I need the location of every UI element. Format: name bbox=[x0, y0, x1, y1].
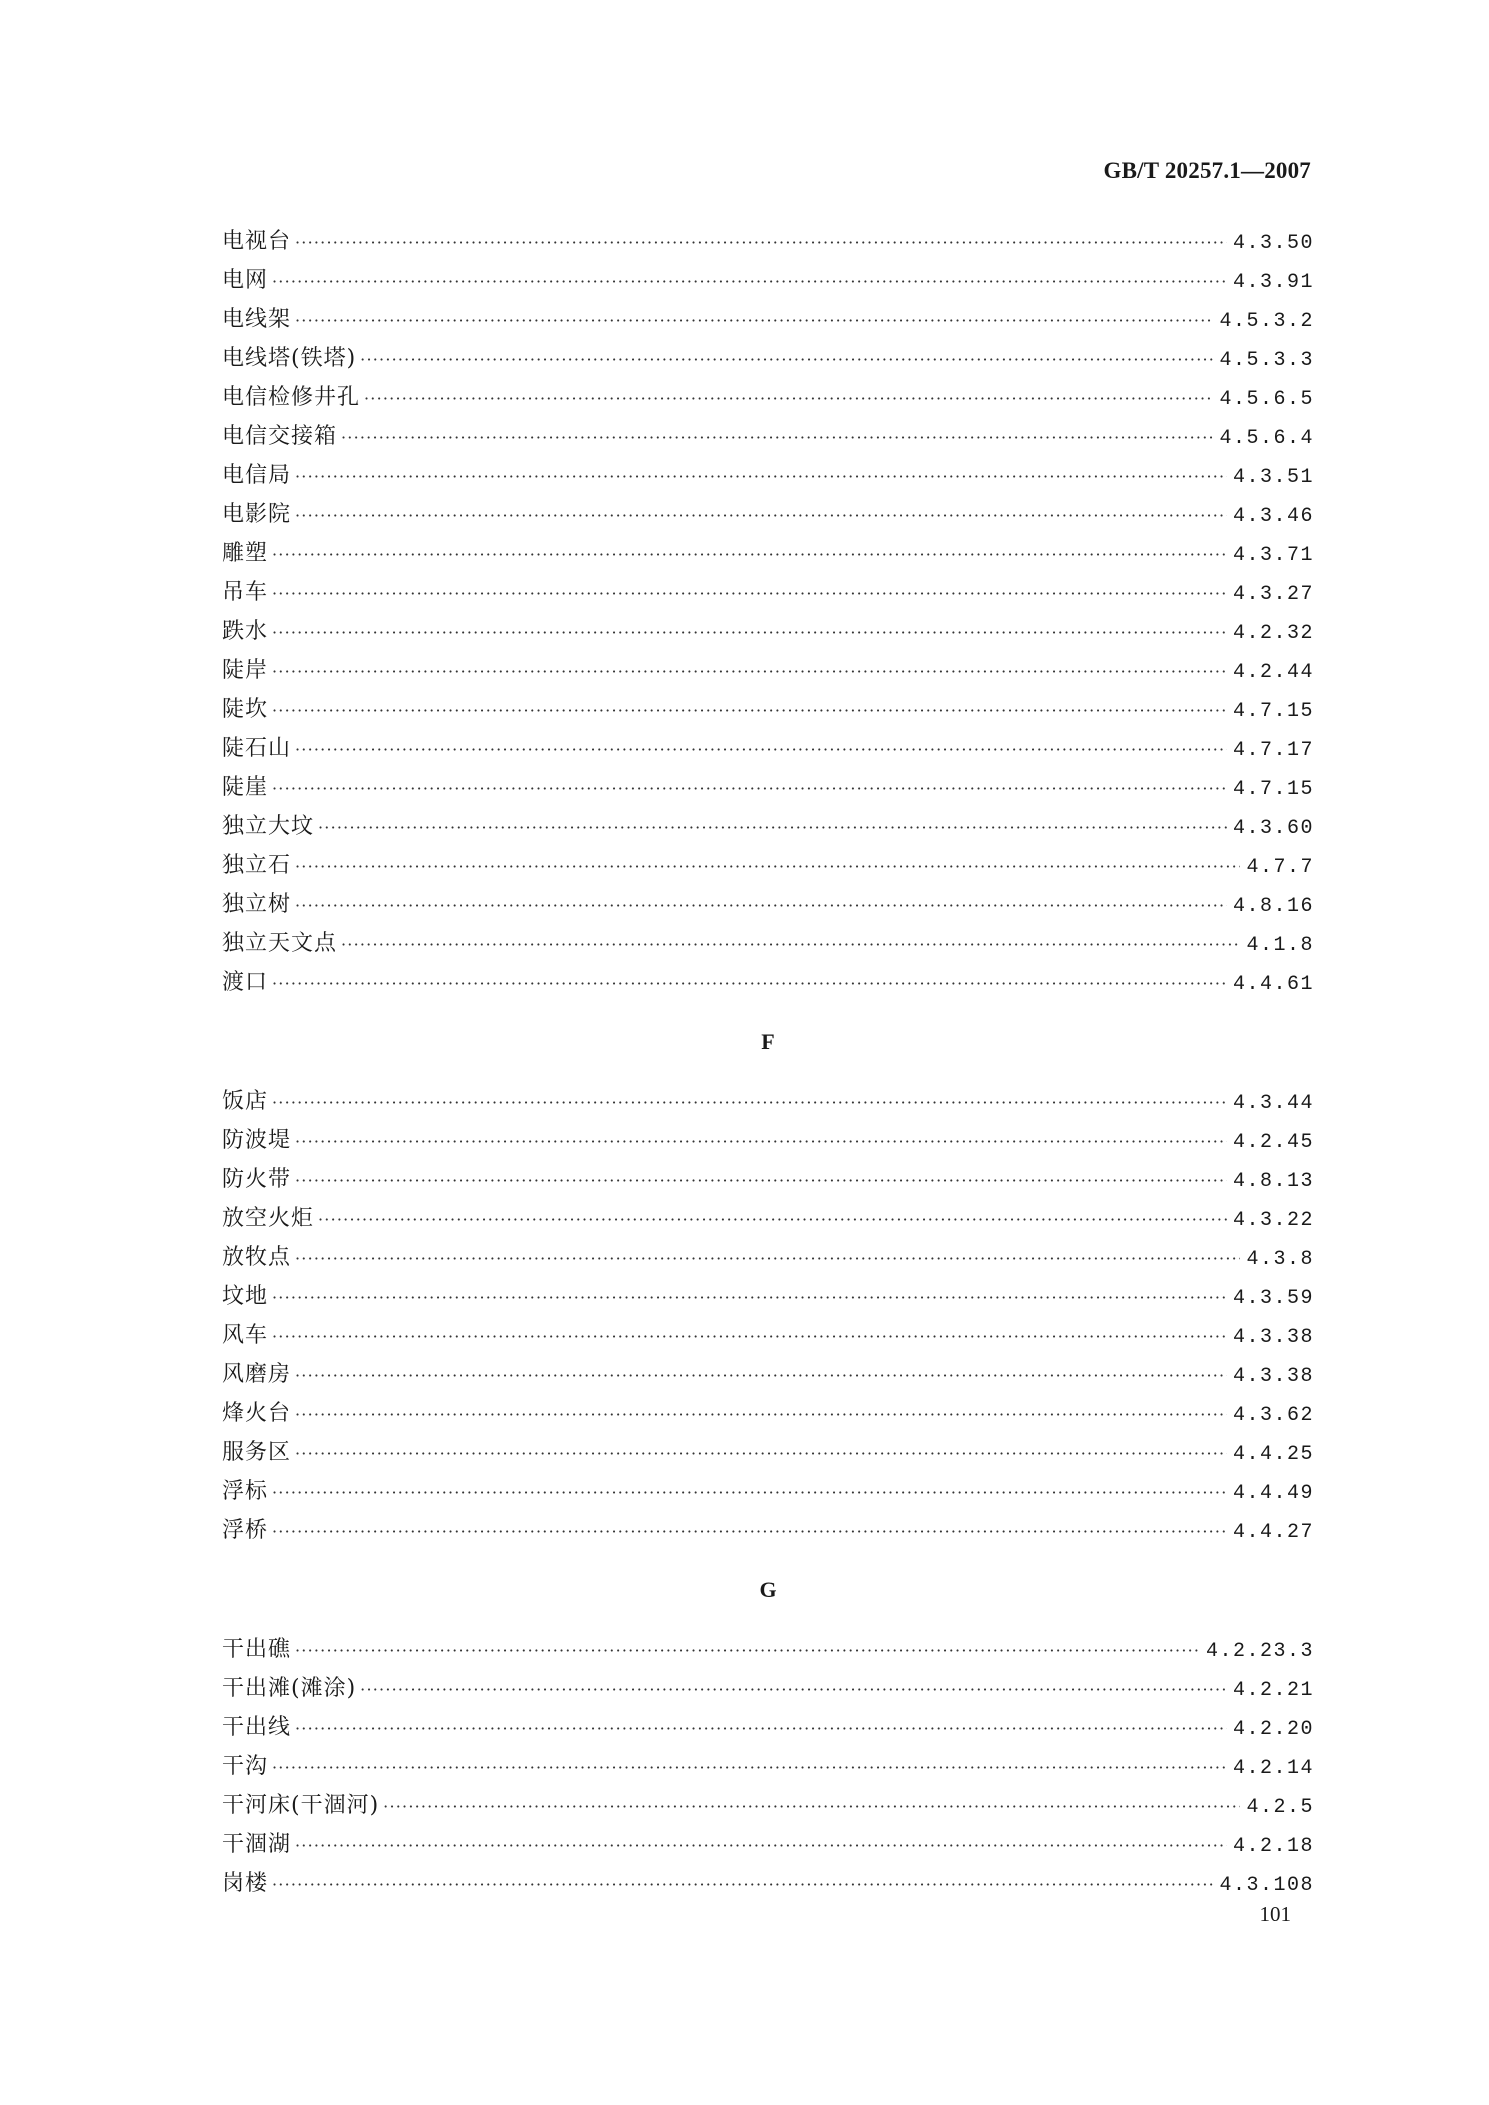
index-term: 干沟 bbox=[222, 1754, 269, 1779]
dot-leader bbox=[360, 340, 1213, 379]
index-entry bbox=[222, 885, 1314, 924]
section-letter: G bbox=[759, 1577, 777, 1602]
dot-leader bbox=[341, 925, 1240, 964]
index-ref: 4.7.15 bbox=[1232, 700, 1314, 723]
index-ref: 4.3.91 bbox=[1232, 271, 1314, 294]
index-term: 独立石 bbox=[222, 853, 292, 878]
index-term: 电信交接箱 bbox=[222, 424, 338, 449]
index-ref: 4.3.50 bbox=[1232, 232, 1314, 255]
index-ref: 4.7.15 bbox=[1232, 778, 1314, 801]
index-entry bbox=[222, 261, 1314, 300]
index-entry bbox=[222, 1121, 1314, 1160]
index-term: 电视台 bbox=[222, 229, 292, 254]
index-term: 服务区 bbox=[222, 1440, 292, 1465]
index-ref: 4.3.38 bbox=[1232, 1326, 1314, 1349]
index-term: 陡坎 bbox=[222, 697, 269, 722]
dot-leader bbox=[318, 808, 1227, 847]
index-entry bbox=[222, 1316, 1314, 1355]
dot-leader bbox=[272, 769, 1227, 808]
index-entry bbox=[222, 1786, 1314, 1825]
index-term: 电网 bbox=[222, 268, 269, 293]
dot-leader bbox=[272, 1865, 1213, 1904]
index-ref: 4.8.13 bbox=[1232, 1170, 1314, 1193]
index-entry bbox=[222, 1472, 1314, 1511]
index-entry bbox=[222, 729, 1314, 768]
section-letter: F bbox=[761, 1029, 775, 1054]
index-entry bbox=[222, 1355, 1314, 1394]
index-ref: 4.3.27 bbox=[1232, 583, 1314, 606]
index-ref: 4.3.60 bbox=[1232, 817, 1314, 840]
index-ref: 4.4.61 bbox=[1232, 973, 1314, 996]
dot-leader bbox=[295, 847, 1240, 886]
index-entry bbox=[222, 1433, 1314, 1472]
index-term: 放空火炬 bbox=[222, 1206, 315, 1231]
index-ref: 4.2.5 bbox=[1246, 1796, 1314, 1819]
index-ref: 4.8.16 bbox=[1232, 895, 1314, 918]
index-ref: 4.7.7 bbox=[1246, 856, 1314, 879]
index-ref: 4.5.3.3 bbox=[1219, 349, 1314, 372]
dot-leader bbox=[272, 1317, 1227, 1356]
dot-leader bbox=[295, 1631, 1200, 1670]
index-ref: 4.2.20 bbox=[1232, 1718, 1314, 1741]
dot-leader bbox=[295, 1434, 1227, 1473]
dot-leader bbox=[272, 1512, 1227, 1551]
index-term: 浮标 bbox=[222, 1479, 269, 1504]
dot-leader bbox=[295, 1122, 1227, 1161]
index-term: 独立天文点 bbox=[222, 931, 338, 956]
dot-leader bbox=[295, 496, 1227, 535]
index-term: 跌水 bbox=[222, 619, 269, 644]
index-ref: 4.4.27 bbox=[1232, 1521, 1314, 1544]
dot-leader bbox=[272, 1748, 1227, 1787]
dot-leader bbox=[272, 652, 1227, 691]
index-ref: 4.2.32 bbox=[1232, 622, 1314, 645]
index-term: 放牧点 bbox=[222, 1245, 292, 1270]
index-term: 陡崖 bbox=[222, 775, 269, 800]
dot-leader bbox=[318, 1200, 1227, 1239]
page-number: 101 bbox=[1259, 1902, 1291, 1926]
index-ref: 4.2.14 bbox=[1232, 1757, 1314, 1780]
index-entry bbox=[222, 1277, 1314, 1316]
index-term: 防波堤 bbox=[222, 1128, 292, 1153]
index-ref: 4.5.6.4 bbox=[1219, 427, 1314, 450]
index-ref: 4.2.18 bbox=[1232, 1835, 1314, 1858]
dot-leader bbox=[295, 1161, 1227, 1200]
index-entry bbox=[222, 924, 1314, 963]
dot-leader bbox=[295, 730, 1227, 769]
dot-leader bbox=[295, 301, 1213, 340]
index-term: 干出滩(滩涂) bbox=[222, 1676, 357, 1701]
index-term: 风磨房 bbox=[222, 1362, 292, 1387]
dot-leader bbox=[295, 1395, 1227, 1434]
index-term: 吊车 bbox=[222, 580, 269, 605]
dot-leader bbox=[272, 691, 1227, 730]
dot-leader bbox=[295, 1826, 1227, 1865]
index-entry bbox=[222, 534, 1314, 573]
index-ref: 4.5.6.5 bbox=[1219, 388, 1314, 411]
index-term: 陡石山 bbox=[222, 736, 292, 761]
index-ref: 4.2.44 bbox=[1232, 661, 1314, 684]
index-entry bbox=[222, 1747, 1314, 1786]
index-entry bbox=[222, 222, 1314, 261]
index-ref: 4.3.51 bbox=[1232, 466, 1314, 489]
index-entry bbox=[222, 807, 1314, 846]
index-entry bbox=[222, 1825, 1314, 1864]
index-term: 干出线 bbox=[222, 1715, 292, 1740]
index-term: 电线架 bbox=[222, 307, 292, 332]
index-list bbox=[222, 222, 1314, 1903]
dot-leader bbox=[341, 418, 1213, 457]
index-entry bbox=[222, 1199, 1314, 1238]
index-term: 电影院 bbox=[222, 502, 292, 527]
index-ref: 4.3.22 bbox=[1232, 1209, 1314, 1232]
dot-leader bbox=[272, 1473, 1227, 1512]
index-ref: 4.3.46 bbox=[1232, 505, 1314, 528]
dot-leader bbox=[295, 1356, 1227, 1395]
dot-leader bbox=[295, 457, 1227, 496]
index-ref: 4.2.21 bbox=[1232, 1679, 1314, 1702]
dot-leader bbox=[295, 1709, 1227, 1748]
dot-leader bbox=[360, 1670, 1227, 1709]
dot-leader bbox=[272, 262, 1227, 301]
index-term: 独立大坟 bbox=[222, 814, 315, 839]
dot-leader bbox=[272, 964, 1227, 1003]
index-term: 浮桥 bbox=[222, 1518, 269, 1543]
dot-leader bbox=[383, 1787, 1240, 1826]
index-ref: 4.3.62 bbox=[1232, 1404, 1314, 1427]
index-term: 渡口 bbox=[222, 970, 269, 995]
index-entry bbox=[222, 456, 1314, 495]
index-entry bbox=[222, 1160, 1314, 1199]
index-entry bbox=[222, 963, 1314, 1002]
dot-leader bbox=[295, 223, 1227, 262]
index-entry bbox=[222, 1238, 1314, 1277]
dot-leader bbox=[272, 613, 1227, 652]
index-section-d bbox=[222, 222, 1314, 1002]
index-ref: 4.1.8 bbox=[1246, 934, 1314, 957]
index-term: 干涸湖 bbox=[222, 1832, 292, 1857]
index-term: 坟地 bbox=[222, 1284, 269, 1309]
index-ref: 4.4.49 bbox=[1232, 1482, 1314, 1505]
dot-leader bbox=[272, 535, 1227, 574]
index-term: 烽火台 bbox=[222, 1401, 292, 1426]
index-section-g bbox=[222, 1560, 1314, 1903]
index-term: 岗楼 bbox=[222, 1871, 269, 1896]
index-ref: 4.4.25 bbox=[1232, 1443, 1314, 1466]
index-ref: 4.3.71 bbox=[1232, 544, 1314, 567]
index-term: 干出礁 bbox=[222, 1637, 292, 1662]
index-ref: 4.3.44 bbox=[1232, 1092, 1314, 1115]
index-term: 干河床(干涸河) bbox=[222, 1793, 380, 1818]
index-ref: 4.3.59 bbox=[1232, 1287, 1314, 1310]
index-entry bbox=[222, 612, 1314, 651]
index-term: 陡岸 bbox=[222, 658, 269, 683]
index-term: 风车 bbox=[222, 1323, 269, 1348]
index-ref: 4.2.23.3 bbox=[1205, 1640, 1314, 1663]
index-entry bbox=[222, 1864, 1314, 1903]
dot-leader bbox=[272, 1083, 1227, 1122]
index-term: 电线塔(铁塔) bbox=[222, 346, 357, 371]
index-term: 电信检修井孔 bbox=[222, 385, 361, 410]
index-entry bbox=[222, 1708, 1314, 1747]
index-entry bbox=[222, 339, 1314, 378]
index-entry bbox=[222, 495, 1314, 534]
index-entry bbox=[222, 846, 1314, 885]
index-ref: 4.7.17 bbox=[1232, 739, 1314, 762]
index-entry bbox=[222, 573, 1314, 612]
index-entry bbox=[222, 1630, 1314, 1669]
dot-leader bbox=[364, 379, 1213, 418]
dot-leader bbox=[272, 1278, 1227, 1317]
index-ref: 4.3.38 bbox=[1232, 1365, 1314, 1388]
index-term: 电信局 bbox=[222, 463, 292, 488]
index-entry bbox=[222, 417, 1314, 456]
index-entry bbox=[222, 651, 1314, 690]
index-entry bbox=[222, 1669, 1314, 1708]
index-ref: 4.3.8 bbox=[1246, 1248, 1314, 1271]
index-ref: 4.5.3.2 bbox=[1219, 310, 1314, 333]
document-code: GB/T 20257.1—2007 bbox=[1103, 158, 1311, 183]
index-entry bbox=[222, 690, 1314, 729]
index-term: 饭店 bbox=[222, 1089, 269, 1114]
index-ref: 4.2.45 bbox=[1232, 1131, 1314, 1154]
index-entry bbox=[222, 768, 1314, 807]
index-term: 雕塑 bbox=[222, 541, 269, 566]
index-term: 独立树 bbox=[222, 892, 292, 917]
index-term: 防火带 bbox=[222, 1167, 292, 1192]
index-entry bbox=[222, 1082, 1314, 1121]
index-section-f bbox=[222, 1012, 1314, 1550]
dot-leader bbox=[272, 574, 1227, 613]
index-entry bbox=[222, 1394, 1314, 1433]
index-entry bbox=[222, 300, 1314, 339]
index-entry bbox=[222, 1511, 1314, 1550]
dot-leader bbox=[295, 1239, 1240, 1278]
dot-leader bbox=[295, 886, 1227, 925]
index-entry bbox=[222, 378, 1314, 417]
index-ref: 4.3.108 bbox=[1219, 1874, 1314, 1897]
